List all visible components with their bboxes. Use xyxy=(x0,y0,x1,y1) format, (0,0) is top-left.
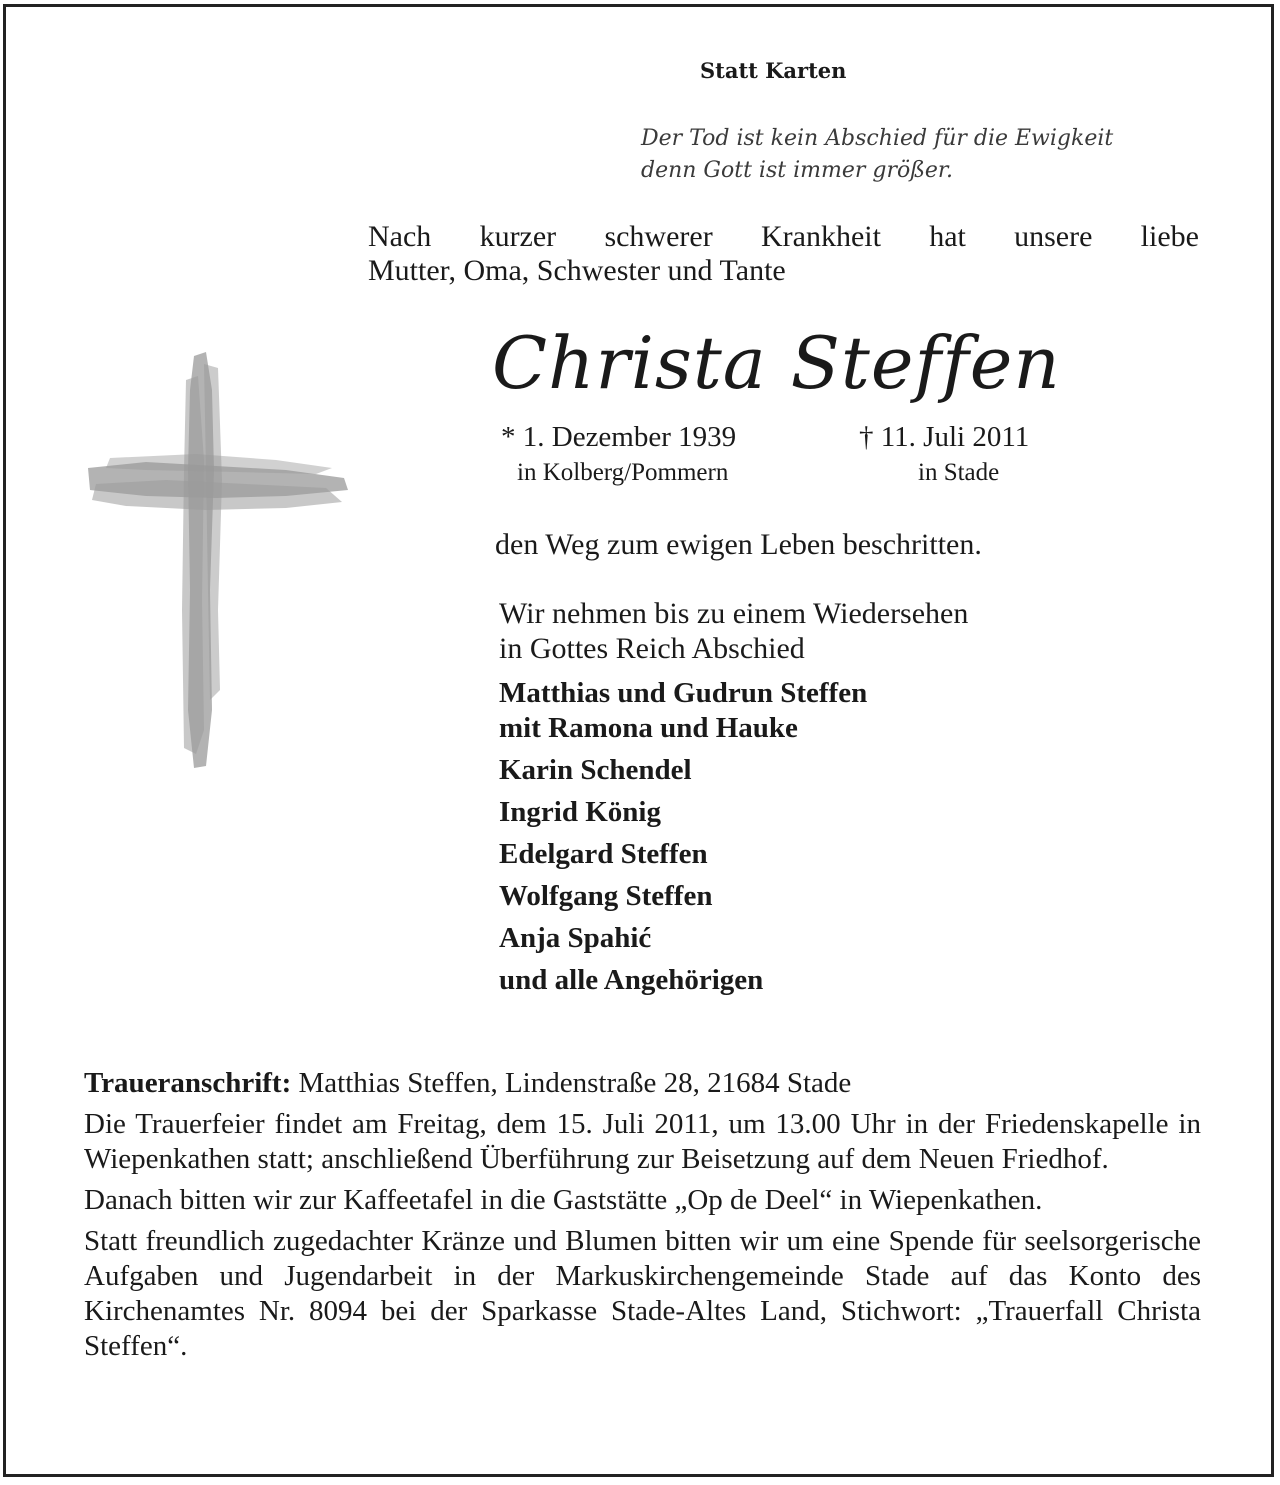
mourner-name: Edelgard Steffen xyxy=(499,838,708,870)
intro-line-2: Mutter, Oma, Schwester und Tante xyxy=(368,254,786,287)
cross-icon xyxy=(86,350,350,770)
ceremony-text: Die Trauerfeier findet am Freitag, dem 15. Juli 2011, um 13.00 Uhr in der Friedenskapelle in Wiepenkathen statt; anschließend Überführung zur Beisetzung auf dem Neuen Friedhof. xyxy=(84,1108,1201,1175)
farewell-line-1: Wir nehmen bis zu einem Wiedersehen xyxy=(499,597,969,630)
intro-text xyxy=(368,220,1199,288)
intro-line-1: Nach kurzer schwerer Krankheit hat unsere liebe xyxy=(368,220,1199,253)
mourner-name: mit Ramona und Hauke xyxy=(499,712,798,744)
death-place: in Stade xyxy=(918,459,1000,486)
mourning-address xyxy=(84,1066,1201,1101)
mourner-name: Ingrid König xyxy=(499,796,661,828)
passage-text: den Weg zum ewigen Leben beschritten. xyxy=(495,528,982,561)
epigraph-quote xyxy=(641,123,1113,187)
mourner-name: Matthias und Gudrun Steffen xyxy=(499,677,868,709)
quote-line-2: denn Gott ist immer größer. xyxy=(641,158,954,183)
quote-line-1: Der Tod ist kein Abschied für die Ewigkeit xyxy=(641,126,1114,151)
mourner-name: Wolfgang Steffen xyxy=(499,880,713,912)
funeral-details xyxy=(84,1066,1201,1370)
birth-place: in Kolberg/Pommern xyxy=(517,459,729,486)
deceased-name: Christa Steffen xyxy=(492,321,1061,405)
mourner-name: Karin Schendel xyxy=(499,754,692,786)
address-text: Matthias Steffen, Lindenstraße 28, 21684 Stade xyxy=(291,1067,852,1099)
donation-text: Statt freundlich zugedachter Kränze und Blumen bitten wir um eine Spende für seelsorgerische Aufgaben und Jugendarbeit in der Markuskirchengemeinde Stade auf das Konto des Kirchenamtes Nr. 8094 bei der Sparkasse Stade-Altes Land, Stichwort: „Trauerfall Christa Steffen“. xyxy=(84,1225,1201,1362)
heading-statt-karten: Statt Karten xyxy=(700,58,847,83)
mourner-name: und alle Angehörigen xyxy=(499,964,764,996)
birth-date: * 1. Dezember 1939 xyxy=(501,421,737,453)
mourner-name: Anja Spahić xyxy=(499,922,652,954)
coffee-text: Danach bitten wir zur Kaffeetafel in die Gaststätte „Op de Deel“ in Wiepenkathen. xyxy=(84,1184,1043,1216)
farewell-line-2: in Gottes Reich Abschied xyxy=(499,632,805,665)
address-label: Traueranschrift: xyxy=(84,1067,292,1099)
mourners-list xyxy=(499,676,867,998)
death-date: † 11. Juli 2011 xyxy=(859,421,1030,453)
